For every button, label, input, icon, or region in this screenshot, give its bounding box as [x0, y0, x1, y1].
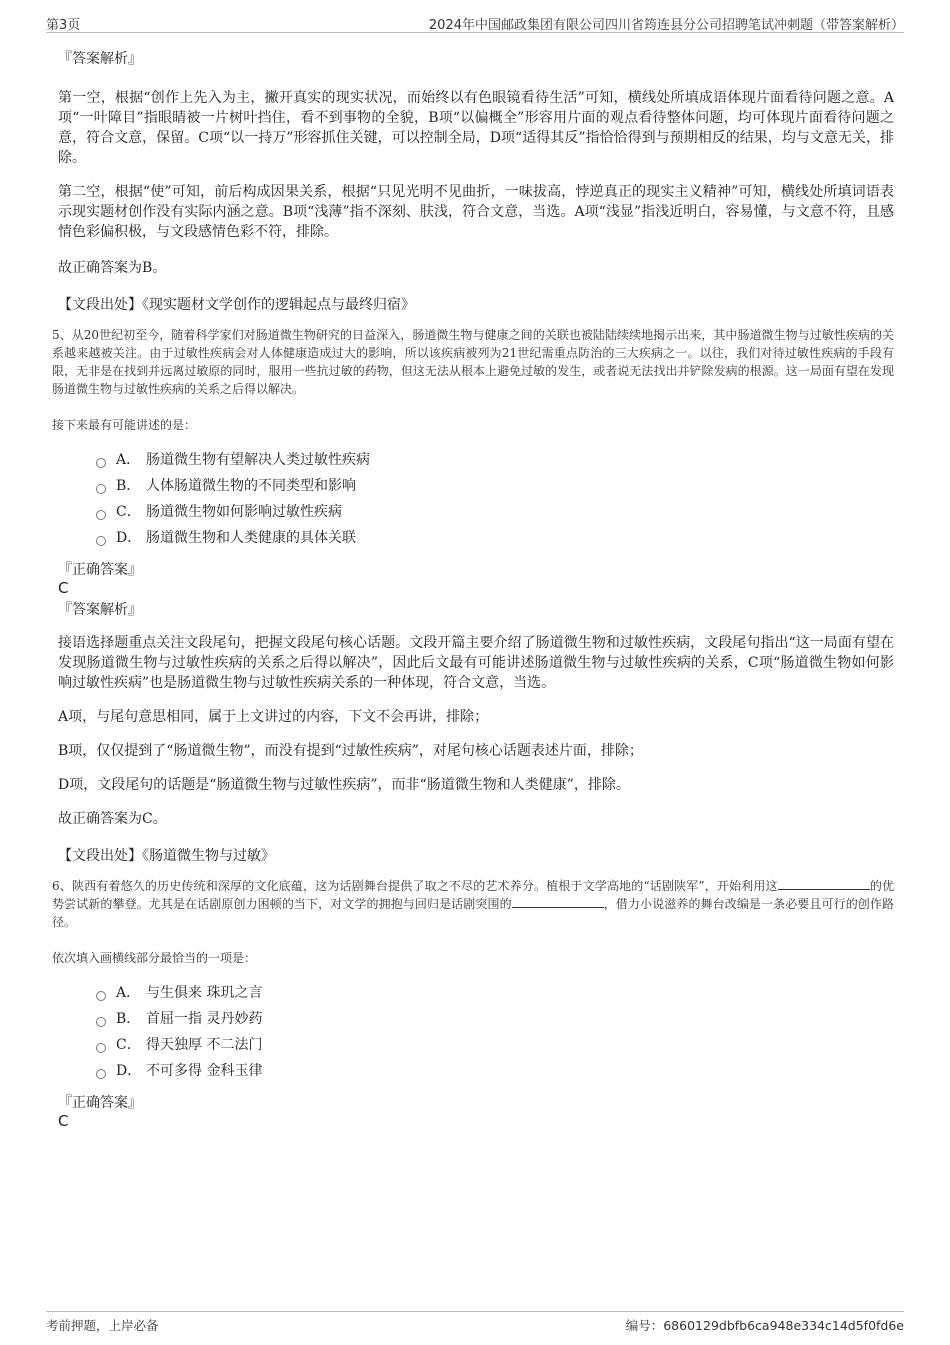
q5-analysis-paragraph: 接语选择题重点关注文段尾句，把握文段尾句核心话题。文段开篇主要介绍了肠道微生物和过敏性疾病，文段尾句指出“这一局面有望在发现肠道微生物与过敏性疾病的关系之后得以解决”，因此后文最有可能讲述肠道微生物与过敏性疾病的关系，C项“肠道微生物如何影响过敏性疾病”也是肠道微生物与过敏性疾病关系的一种体现，符合文意，当选。 — [58, 635, 894, 691]
option-a[interactable]: A． 与生俱来 珠玑之言 — [96, 980, 894, 1006]
option-c[interactable]: C． 肠道微生物如何影响过敏性疾病 — [96, 499, 894, 525]
question-6-text: 6、陕西有着悠久的历史传统和深厚的文化底蕴，这为话剧舞台提供了取之不尽的艺术养分。植根于文学高地的“话剧陕军”，开始利用这 的优势尝试新的攀登。尤其是在话剧原创力困顿的当下，对文学的拥抱与回归是话剧突围的 ，借力小说滋养的舞台改编是一条必要且可行的创作路径。 — [52, 879, 894, 929]
option-d[interactable]: D． 肠道微生物和人类健康的具体关联 — [96, 525, 894, 551]
option-text: 与生俱来 珠玑之言 — [146, 985, 263, 1001]
radio-icon[interactable] — [96, 1043, 106, 1053]
page-footer — [46, 1311, 904, 1336]
correct-answer-label: 『正确答案』 — [58, 1095, 142, 1111]
radio-icon[interactable] — [96, 991, 106, 1001]
question-5-prompt: 接下来最有可能讲述的是： — [52, 418, 197, 432]
option-text: 首屈一指 灵丹妙药 — [146, 1011, 263, 1027]
blank-line — [512, 895, 604, 908]
source-label: 【文段出处】 — [58, 297, 142, 313]
option-c[interactable]: C． 得天独厚 不二法门 — [96, 1032, 894, 1058]
document-id: 编号：6860129dbfb6ca948e334c14d5f0fd6e — [625, 1318, 904, 1333]
q5-conclusion: 故正确答案为C。 — [58, 811, 167, 827]
page-header — [46, 12, 904, 33]
footer-slogan: 考前押题，上岸必备 — [46, 1318, 159, 1333]
radio-icon[interactable] — [96, 458, 106, 468]
option-text: 肠道微生物和人类健康的具体关联 — [146, 530, 356, 546]
question-5-options — [96, 447, 894, 551]
question-6-options — [96, 980, 894, 1084]
option-b[interactable]: B． 首屈一指 灵丹妙药 — [96, 1006, 894, 1032]
radio-icon[interactable] — [96, 484, 106, 494]
analysis-paragraph-1: 第一空，根据“创作上先入为主，撇开真实的现实状况，而始终以有色眼镜看待生活”可知，横线处所填成语体现片面看待问题之意。A项“一叶障目”指眼睛被一片树叶挡住，看不到事物的全貌，B项“以偏概全”形容用片面的观点看待整体问题，均可体现片面看待问题之意，符合文意，保留。C项“以一持万”形容抓住关键，可以控制全局，D项“适得其反”指恰恰得到与预期相反的结果，均与文意无关，排除。 — [58, 90, 894, 166]
source-label: 【文段出处】 — [58, 848, 142, 864]
radio-icon[interactable] — [96, 536, 106, 546]
page-number: 第3页 — [46, 18, 81, 33]
option-b[interactable]: B． 人体肠道微生物的不同类型和影响 — [96, 473, 894, 499]
q5-analysis-b: B项，仅仅提到了“肠道微生物”，而没有提到“过敏性疾病”，对尾句核心话题表述片面，排除； — [58, 743, 643, 759]
radio-icon[interactable] — [96, 1069, 106, 1079]
analysis-conclusion: 故正确答案为B。 — [58, 260, 167, 276]
radio-icon[interactable] — [96, 1017, 106, 1027]
q5-analysis-a: A项，与尾句意思相同，属于上文讲过的内容，下文不会再讲，排除； — [58, 709, 489, 725]
option-text: 人体肠道微生物的不同类型和影响 — [146, 478, 356, 494]
analysis-label: 『答案解析』 — [58, 51, 142, 67]
source-citation — [58, 845, 894, 865]
option-text: 不可多得 金科玉律 — [146, 1063, 263, 1079]
correct-answer-label: 『正确答案』 — [58, 562, 142, 578]
option-text: 肠道微生物如何影响过敏性疾病 — [146, 504, 342, 520]
option-a[interactable]: A． 肠道微生物有望解决人类过敏性疾病 — [96, 447, 894, 473]
correct-answer: C — [58, 579, 69, 597]
document-title: 2024年中国邮政集团有限公司四川省筠连县分公司招聘笔试冲刺题（带答案解析） — [428, 18, 904, 33]
source-citation — [58, 294, 894, 314]
source-title: 《现实题材文学创作的逻辑起点与最终归宿》 — [142, 297, 415, 313]
question-5-text: 5、从20世纪初至今，随着科学家们对肠道微生物研究的日益深入，肠道微生物与健康之间的关联也被陆陆续续地揭示出来，其中肠道微生物与过敏性疾病的关系越来越被关注。由于过敏性疾病会对人体健康造成过大的影响，所以该疾病被列为21世纪需重点防治的三大疾病之一。以往，我们对待过敏性疾病的手段有限，无非是在找到并远离过敏原的同时，服用一些抗过敏的药物，但这无法从根本上避免过敏的发生，或者说无法找出并铲除发病的根源。这一局面有望在发现肠道微生物与过敏性疾病的关系之后得以解决。 — [52, 328, 894, 396]
correct-answer: C — [58, 1112, 69, 1130]
option-text: 肠道微生物有望解决人类过敏性疾病 — [146, 452, 370, 468]
q5-analysis-d: D项，文段尾句的话题是“肠道微生物与过敏性疾病”，而非“肠道微生物和人类健康”，排除。 — [58, 777, 630, 793]
blank-line — [778, 877, 870, 890]
question-6-prompt: 依次填入画横线部分最恰当的一项是： — [52, 951, 257, 965]
radio-icon[interactable] — [96, 510, 106, 520]
source-title: 《肠道微生物与过敏》 — [142, 848, 275, 864]
analysis-paragraph-2: 第二空，根据“使”可知，前后构成因果关系，根据“只见光明不见曲折，一味拔高，悖逆真正的现实主义精神”可知，横线处所填词语表示现实题材创作没有实际内涵之意。B项“浅薄”指不深刻、肤浅，符合文意，当选。A项“浅显”指浅近明白，容易懂，与文意不符，且感情色彩偏积极，与文段感情色彩不符，排除。 — [58, 184, 894, 240]
page-content — [52, 42, 894, 1130]
option-d[interactable]: D． 不可多得 金科玉律 — [96, 1058, 894, 1084]
analysis-label: 『答案解析』 — [58, 602, 142, 618]
option-text: 得天独厚 不二法门 — [146, 1037, 263, 1053]
